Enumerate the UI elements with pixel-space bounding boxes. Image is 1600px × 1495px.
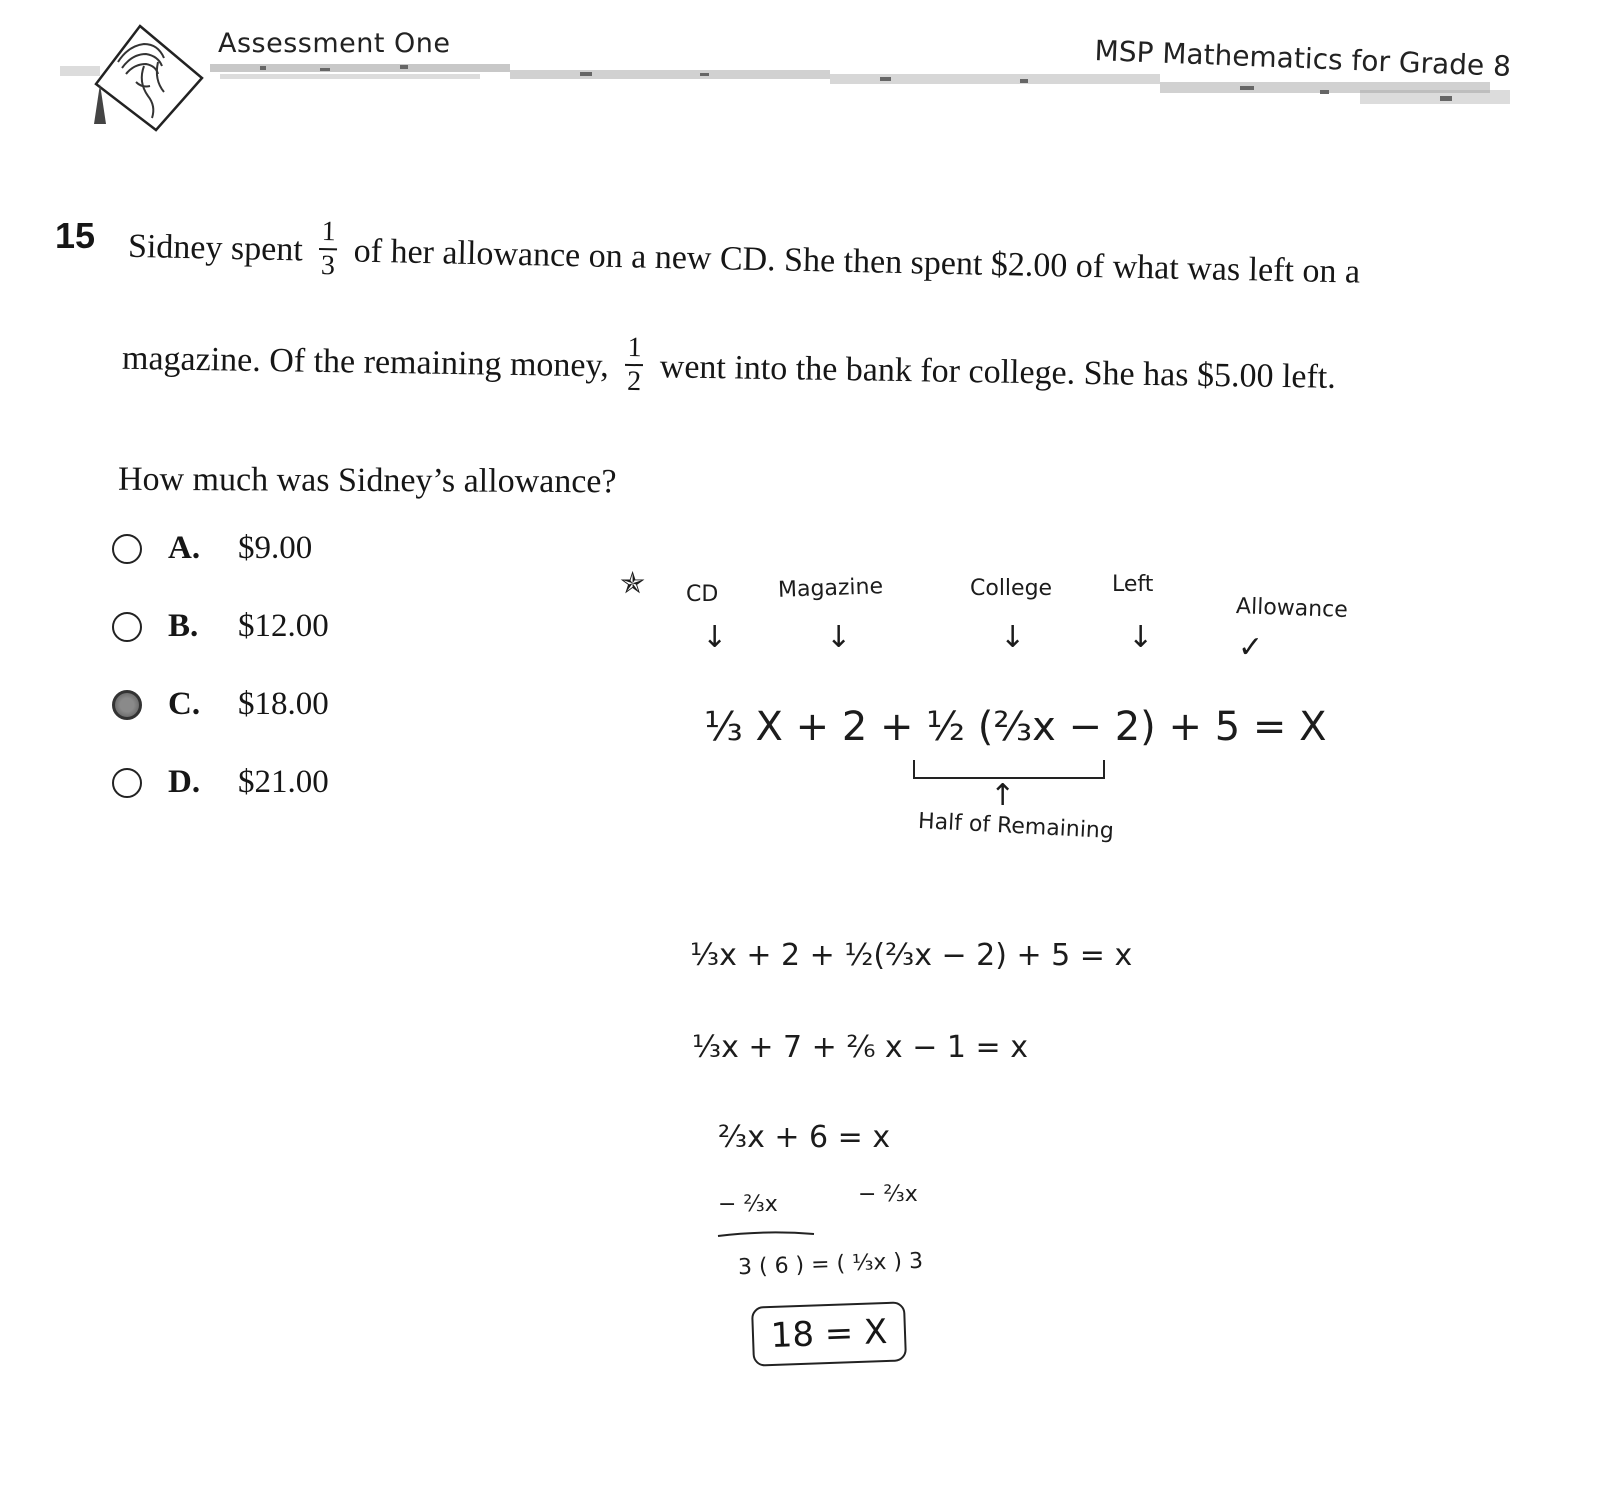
fraction-denominator: 2 [626, 365, 642, 398]
option-b[interactable] [112, 608, 329, 645]
question-number: 15 [55, 215, 96, 256]
header-left-title: Assessment One [218, 28, 451, 59]
fraction-denominator: 3 [320, 250, 336, 282]
fraction-one-half [625, 331, 644, 398]
label-allowance: Allowance [1235, 594, 1349, 623]
final-answer-box: 18 = X [751, 1301, 907, 1366]
arrow-down-icon: ↓ [702, 620, 728, 655]
checkmark-icon: ✓ [1238, 630, 1264, 665]
option-letter: C. [168, 686, 201, 722]
question-text-1b: of her allowance on a new CD. She then spent $2.00 of what was left on a [353, 232, 1361, 291]
work-step-1: ⅓x + 2 + ½(⅔x − 2) + 5 = x [690, 938, 1133, 973]
star-icon: ✯ [620, 566, 646, 601]
fraction-one-third [319, 218, 338, 280]
fraction-numerator: 1 [321, 216, 336, 248]
option-value: $21.00 [238, 764, 329, 800]
arrow-down-icon: ↓ [1128, 620, 1154, 655]
label-magazine: Magazine [777, 574, 884, 603]
work-step-5: 3 ( 6 ) = ( ⅓x ) 3 [737, 1248, 924, 1281]
work-step-2: ⅓x + 7 + ²⁄₆ x − 1 = x [692, 1030, 1028, 1065]
header-right-title: MSP Mathematics for Grade 8 [1094, 34, 1512, 83]
radio-button-selected[interactable] [112, 690, 142, 720]
label-cd: CD [686, 582, 719, 607]
option-value: $12.00 [238, 608, 329, 644]
option-letter: A. [168, 530, 201, 566]
question-prompt: How much was Sidney’s allowance? [117, 460, 617, 501]
question-text-2a: magazine. Of the remaining money, [121, 339, 610, 385]
question-text-1a: Sidney spent [127, 227, 304, 269]
underline [716, 1228, 816, 1240]
option-letter: B. [168, 608, 199, 644]
option-letter: D. [168, 764, 201, 800]
arrow-down-icon: ↓ [826, 620, 852, 655]
option-d[interactable] [112, 764, 329, 801]
arrow-up-icon: ↑ [990, 778, 1016, 813]
option-c[interactable] [112, 686, 329, 723]
question-line-2 [122, 330, 1337, 411]
work-step-4-right: − ⅔x [858, 1182, 918, 1207]
arrow-down-icon: ↓ [1000, 620, 1026, 655]
half-of-remaining-label: Half of Remaining [917, 808, 1115, 845]
work-step-3: ⅔x + 6 = x [718, 1120, 891, 1155]
question-line-1 [127, 218, 1360, 306]
question-text-2b: went into the bank for college. She has $5.00 left. [659, 348, 1337, 396]
option-a[interactable] [112, 530, 312, 567]
label-left: Left [1112, 572, 1154, 597]
radio-button[interactable] [112, 768, 142, 798]
option-value: $18.00 [238, 686, 329, 722]
radio-button[interactable] [112, 612, 142, 642]
radio-button[interactable] [112, 534, 142, 564]
option-value: $9.00 [238, 530, 313, 566]
label-college: College [970, 576, 1053, 601]
work-step-4-left: − ⅔x [718, 1192, 778, 1217]
fraction-numerator: 1 [627, 331, 642, 364]
main-equation: ⅓ X + 2 + ½ (⅔x − 2) + 5 = X [704, 704, 1327, 750]
